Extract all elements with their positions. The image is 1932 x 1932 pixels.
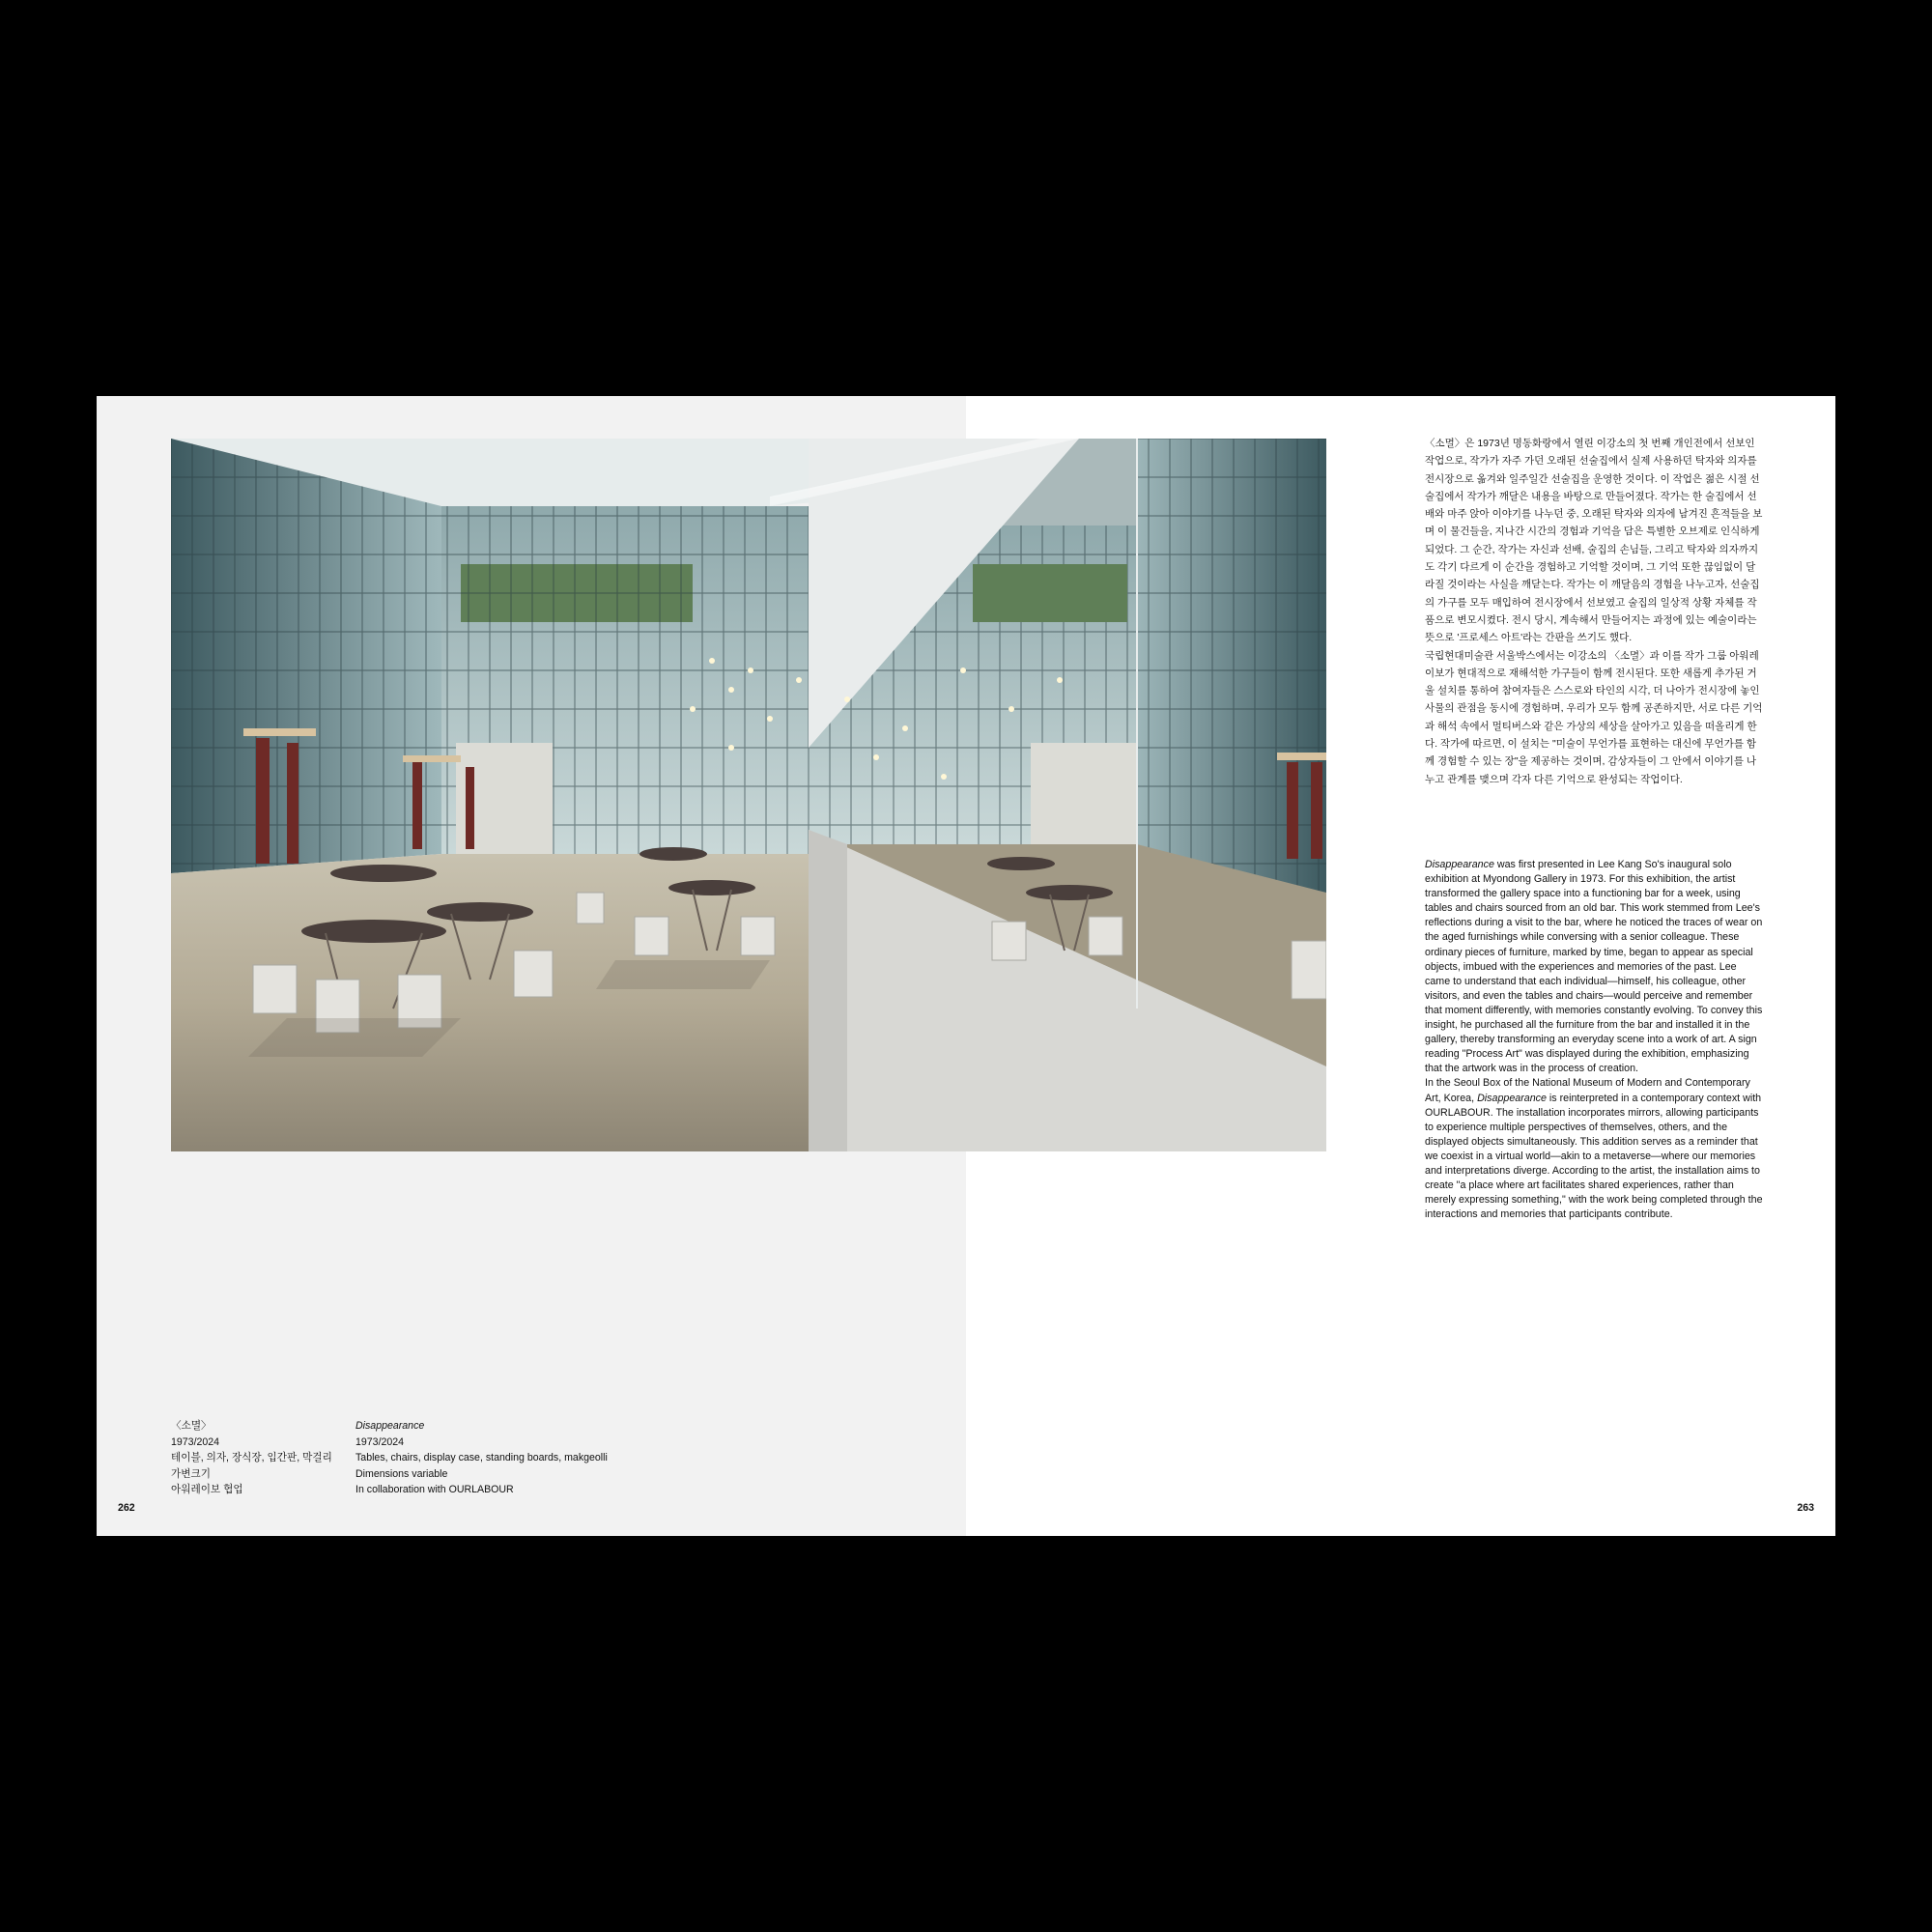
installation-photo — [171, 439, 1326, 1151]
caption-ko-year: 1973/2024 — [171, 1435, 220, 1448]
page-number-left: 262 — [118, 1502, 135, 1514]
body-en-title-1: Disappearance — [1425, 859, 1494, 870]
body-en-text-1: was first presented in Lee Kang So's inaugural solo exhibition at Myondong Gallery in 1973. For this exhibition, the artist transformed the gallery space into a functioning bar for a week, using tables and chairs sourced from an old bar. This work stemmed from Lee's reflections during a visit to the bar, where he noticed the traces of wear on the aged furnishings while conversing with a senior colleague. These ordinary pieces of furniture, marked by time, began to appear as special objects, imbued with the experiences and memories of the past. Lee came to understand that each individual—himself, his colleague, other visitors, and even the tables and chairs—would perceive and remember that moment differently, with memories constantly evolving. To convey this insight, he purchased all the furniture from the bar and installed it in the gallery, thereby transforming an everyday scene into a work of art. A sign reading "Process Art" was displayed during the exhibition, emphasizing that the artwork was in the process of creation. — [1425, 859, 1763, 1075]
body-en-text-2-pre: In the Seoul Box of the National Museum of Modern and Contemporary Art, Korea, — [1425, 1077, 1750, 1104]
page-number-right: 263 — [1797, 1502, 1814, 1514]
caption-ko-title: 〈소멸〉 — [171, 1420, 212, 1432]
body-ko-paragraph-1: 〈소멸〉은 1973년 명동화랑에서 열린 이강소의 첫 번째 개인전에서 선보인 작업으로, 작가가 자주 가던 오래된 선술집에서 실제 사용하던 탁자와 의자를 전시장으로 옮겨와 일주일간 선술집을 운영한 것이다. 이 작업은 젊은 시절 선술집에서 작가가 깨달은 내용을 바탕으로 만들어졌다. 작가는 한 술집에서 선배와 마주 앉아 이야기를 나누던 중, 오래된 탁자와 의자에 남겨진 흔적들을 보며 이 물건들을, 지나간 시간의 경험과 기억을 담은 특별한 오브제로 인식하게 되었다. 그 순간, 작가는 자신과 선배, 술집의 손님들, 그리고 탁자와 의자까지도 각기 다르게 이 순간을 경험하고 기억할 것이며, 그 기억 또한 끊임없이 달라질 것이라는 사실을 깨닫는다. 작가는 이 깨달음의 경험을 나누고자, 선술집의 가구를 모두 매입하여 전시장에서 선보였고 술집의 일상적 상황 자체를 작품으로 변모시켰다. 전시 당시, 계속해서 만들어지는 과정에 있는 예술이라는 뜻으로 '프로세스 아트'라는 간판을 쓰기도 했다. — [1425, 438, 1763, 644]
body-ko-paragraph-2: 국립현대미술관 서울박스에서는 이강소의 〈소멸〉과 이를 작가 그룹 아워레이보가 현대적으로 재해석한 가구들이 함께 전시된다. 또한 새롭게 추가된 거울 설치를 통하여 참여자들은 스스로와 타인의 시각, 더 나아가 전시장에 놓인 사물의 관점을 동시에 경험하며, 우리가 모두 함께 공존하지만, 서로 다른 기억과 해석 속에서 멀티버스와 같은 가상의 세상을 살아가고 있음을 떠올리게 한다. 작가에 따르면, 이 설치는 "미술이 무언가를 표현하는 대신에 무언가를 함께 경험할 수 있는 장"을 제공하는 것이며, 감상자들이 그 안에서 이야기를 나누고 관계를 맺으며 각자 다른 기억으로 완성되는 작업이다. — [1425, 649, 1763, 785]
caption-ko-dimensions: 가변크기 — [171, 1467, 211, 1480]
caption-en-dimensions: Dimensions variable — [355, 1467, 448, 1480]
body-en-paragraph-1 — [1425, 858, 1763, 1076]
body-text-korean — [1425, 435, 1763, 788]
caption-en-year: 1973/2024 — [355, 1435, 405, 1448]
caption-ko-collaboration: 아워레이보 협업 — [171, 1484, 243, 1495]
caption-english — [355, 1418, 645, 1498]
caption-en-collaboration: In collaboration with OURLABOUR — [355, 1484, 514, 1495]
caption-en-materials: Tables, chairs, display case, standing boards, makgeolli — [355, 1452, 608, 1463]
body-text-english — [1425, 858, 1763, 1222]
body-en-paragraph-2 — [1425, 1076, 1763, 1222]
installation-photo-drawing — [171, 439, 1326, 1151]
caption-korean — [171, 1418, 345, 1498]
caption-en-title: Disappearance — [355, 1420, 425, 1432]
body-en-title-2: Disappearance — [1477, 1092, 1547, 1104]
caption-ko-materials: 테이블, 의자, 장식장, 입간판, 막걸리 — [171, 1452, 332, 1463]
book-spread — [97, 396, 1835, 1536]
body-en-text-2-post: is reinterpreted in a contemporary context with OURLABOUR. The installation incorporates mirrors, allowing participants to experience multiple perspectives of themselves, others, and the displayed objects simultaneously. This addition serves as a reminder that we coexist in a virtual world—akin to a metaverse—where our memories and interpretations diverge. According to the artist, the installation aims to create "a place where art facilitates shared experiences, rather than merely expressing something," with the work being completed through the interactions and memories that participants contribute. — [1425, 1092, 1763, 1221]
